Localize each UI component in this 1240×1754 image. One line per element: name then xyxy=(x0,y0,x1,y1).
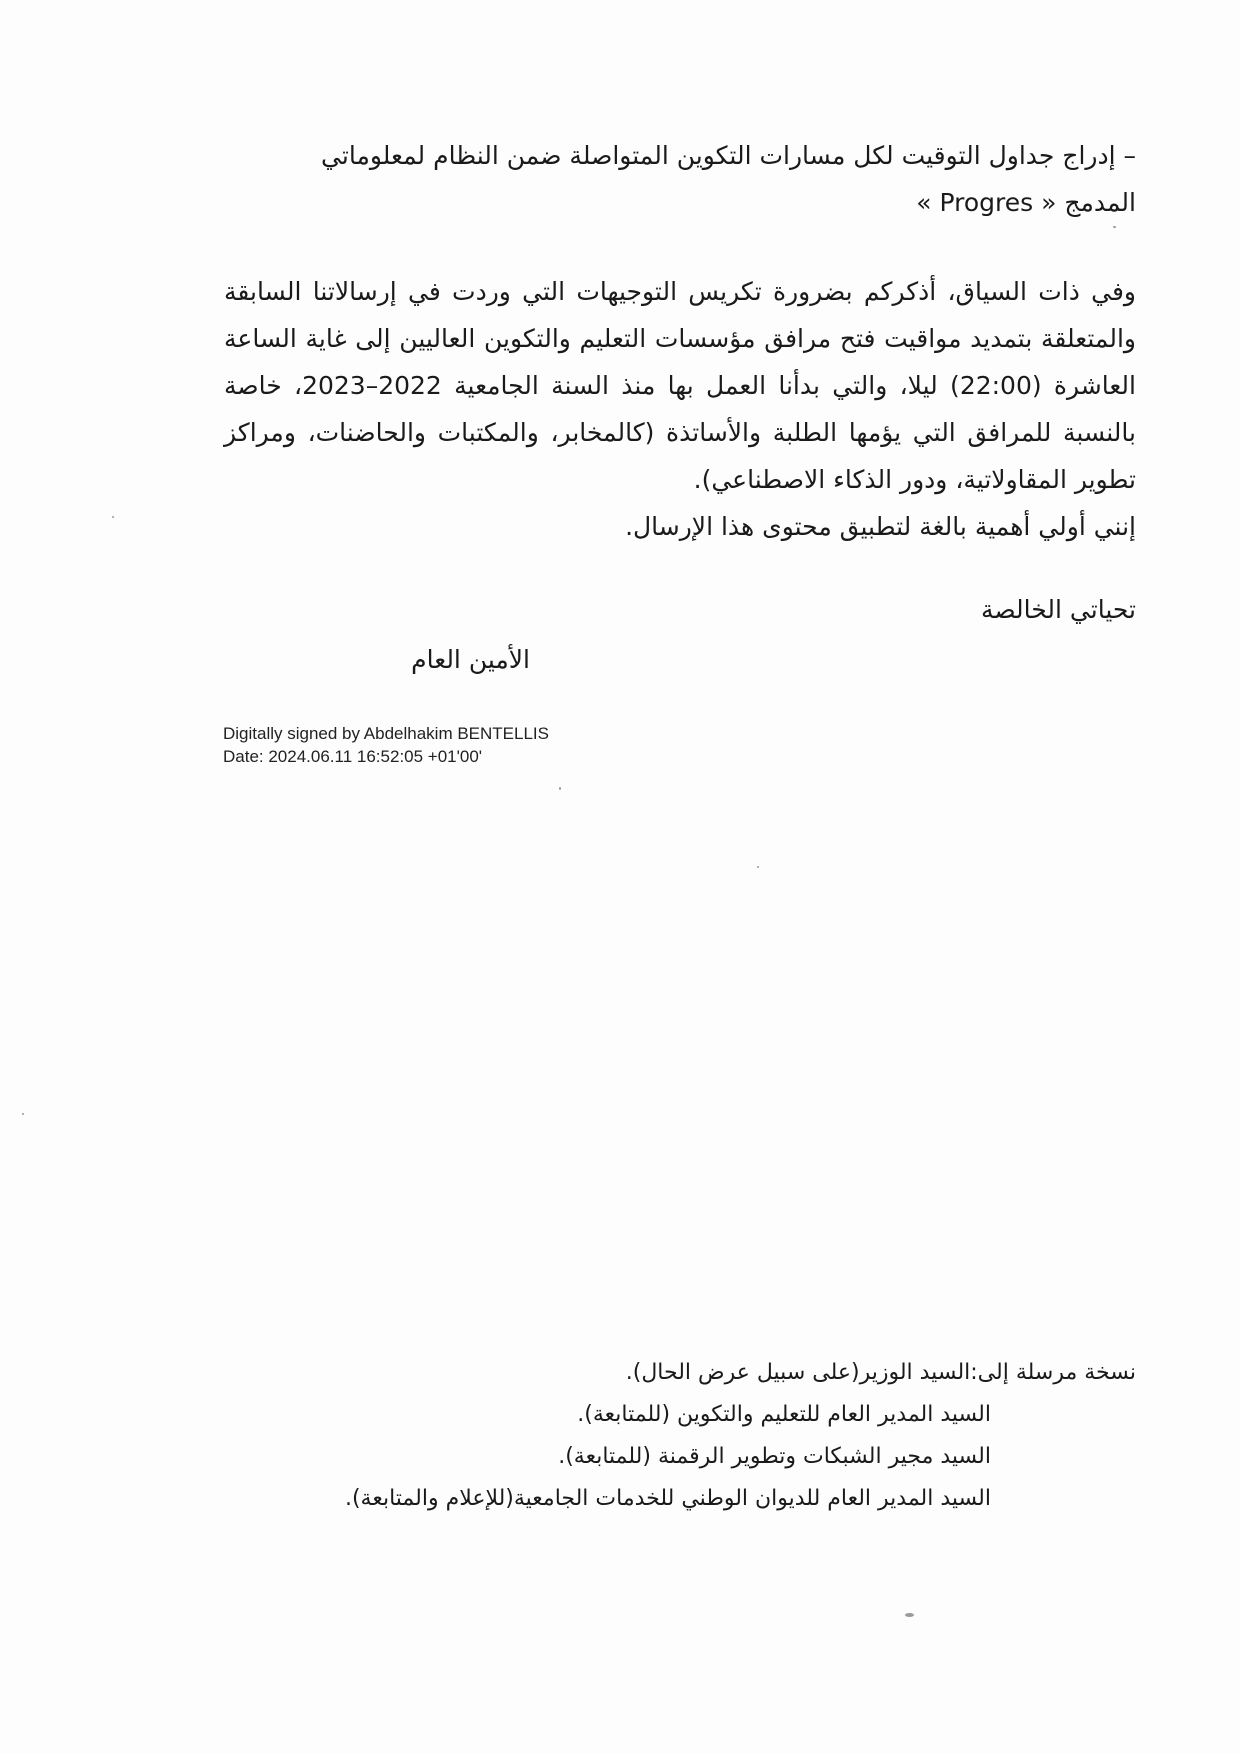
paragraph-line-1: وفي ذات السياق، أذكركم بضرورة تكريس التوجيهات التي وردت في إرسالاتنا السابقة xyxy=(224,277,1136,306)
bullet-item-line-1: – إدراج جداول التوقيت لكل مسارات التكوين المتواصلة ضمن النظام لمعلوماتي xyxy=(321,141,1136,170)
scan-speck xyxy=(757,866,759,868)
signature-date: Date: 2024.06.11 16:52:05 +01'00' xyxy=(223,747,483,766)
copies-line-1: نسخة مرسلة إلى:السيد الوزير(على سبيل عرض الحال). xyxy=(625,1360,1136,1385)
signer-title: الأمين العام xyxy=(411,645,530,674)
paragraph-line-2: والمتعلقة بتمديد مواقيت فتح مرافق مؤسسات التعليم والتكوين العاليين إلى غاية الساعة xyxy=(224,324,1136,353)
paragraph-line-6: إنني أولي أهمية بالغة لتطبيق محتوى هذا الإرسال. xyxy=(625,512,1136,541)
bullet-item xyxy=(224,132,1136,226)
scan-speck xyxy=(905,1613,914,1617)
copies-list xyxy=(236,1352,1136,1520)
scan-speck xyxy=(1113,226,1116,228)
copies-line-3: السيد مجير الشبكات وتطوير الرقمنة (للمتابعة). xyxy=(558,1444,991,1469)
paragraph-line-4: بالنسبة للمرافق التي يؤمها الطلبة والأساتذة (كالمخابر، والمكتبات والحاضنات، ومراكز xyxy=(224,418,1136,447)
signature-signed-by: Digitally signed by Abdelhakim BENTELLIS xyxy=(223,724,549,743)
bullet-item-line-2: المدمج « Progres » xyxy=(916,188,1136,217)
closing-salutation: تحياتي الخالصة xyxy=(980,595,1136,624)
body-paragraph xyxy=(224,268,1136,550)
scan-speck xyxy=(112,516,114,518)
paragraph-line-5: تطوير المقاولاتية، ودور الذكاء الاصطناعي). xyxy=(693,465,1136,494)
copies-line-4: السيد المدير العام للديوان الوطني للخدمات الجامعية(للإعلام والمتابعة). xyxy=(344,1486,991,1511)
copies-line-2: السيد المدير العام للتعليم والتكوين (للمتابعة). xyxy=(577,1402,991,1427)
digital-signature xyxy=(223,722,549,768)
paragraph-line-3: العاشرة (22:00) ليلا، والتي بدأنا العمل بها منذ السنة الجامعية 2022–2023، خاصة xyxy=(224,371,1136,400)
scan-speck xyxy=(22,1113,24,1115)
scan-speck xyxy=(559,787,561,790)
